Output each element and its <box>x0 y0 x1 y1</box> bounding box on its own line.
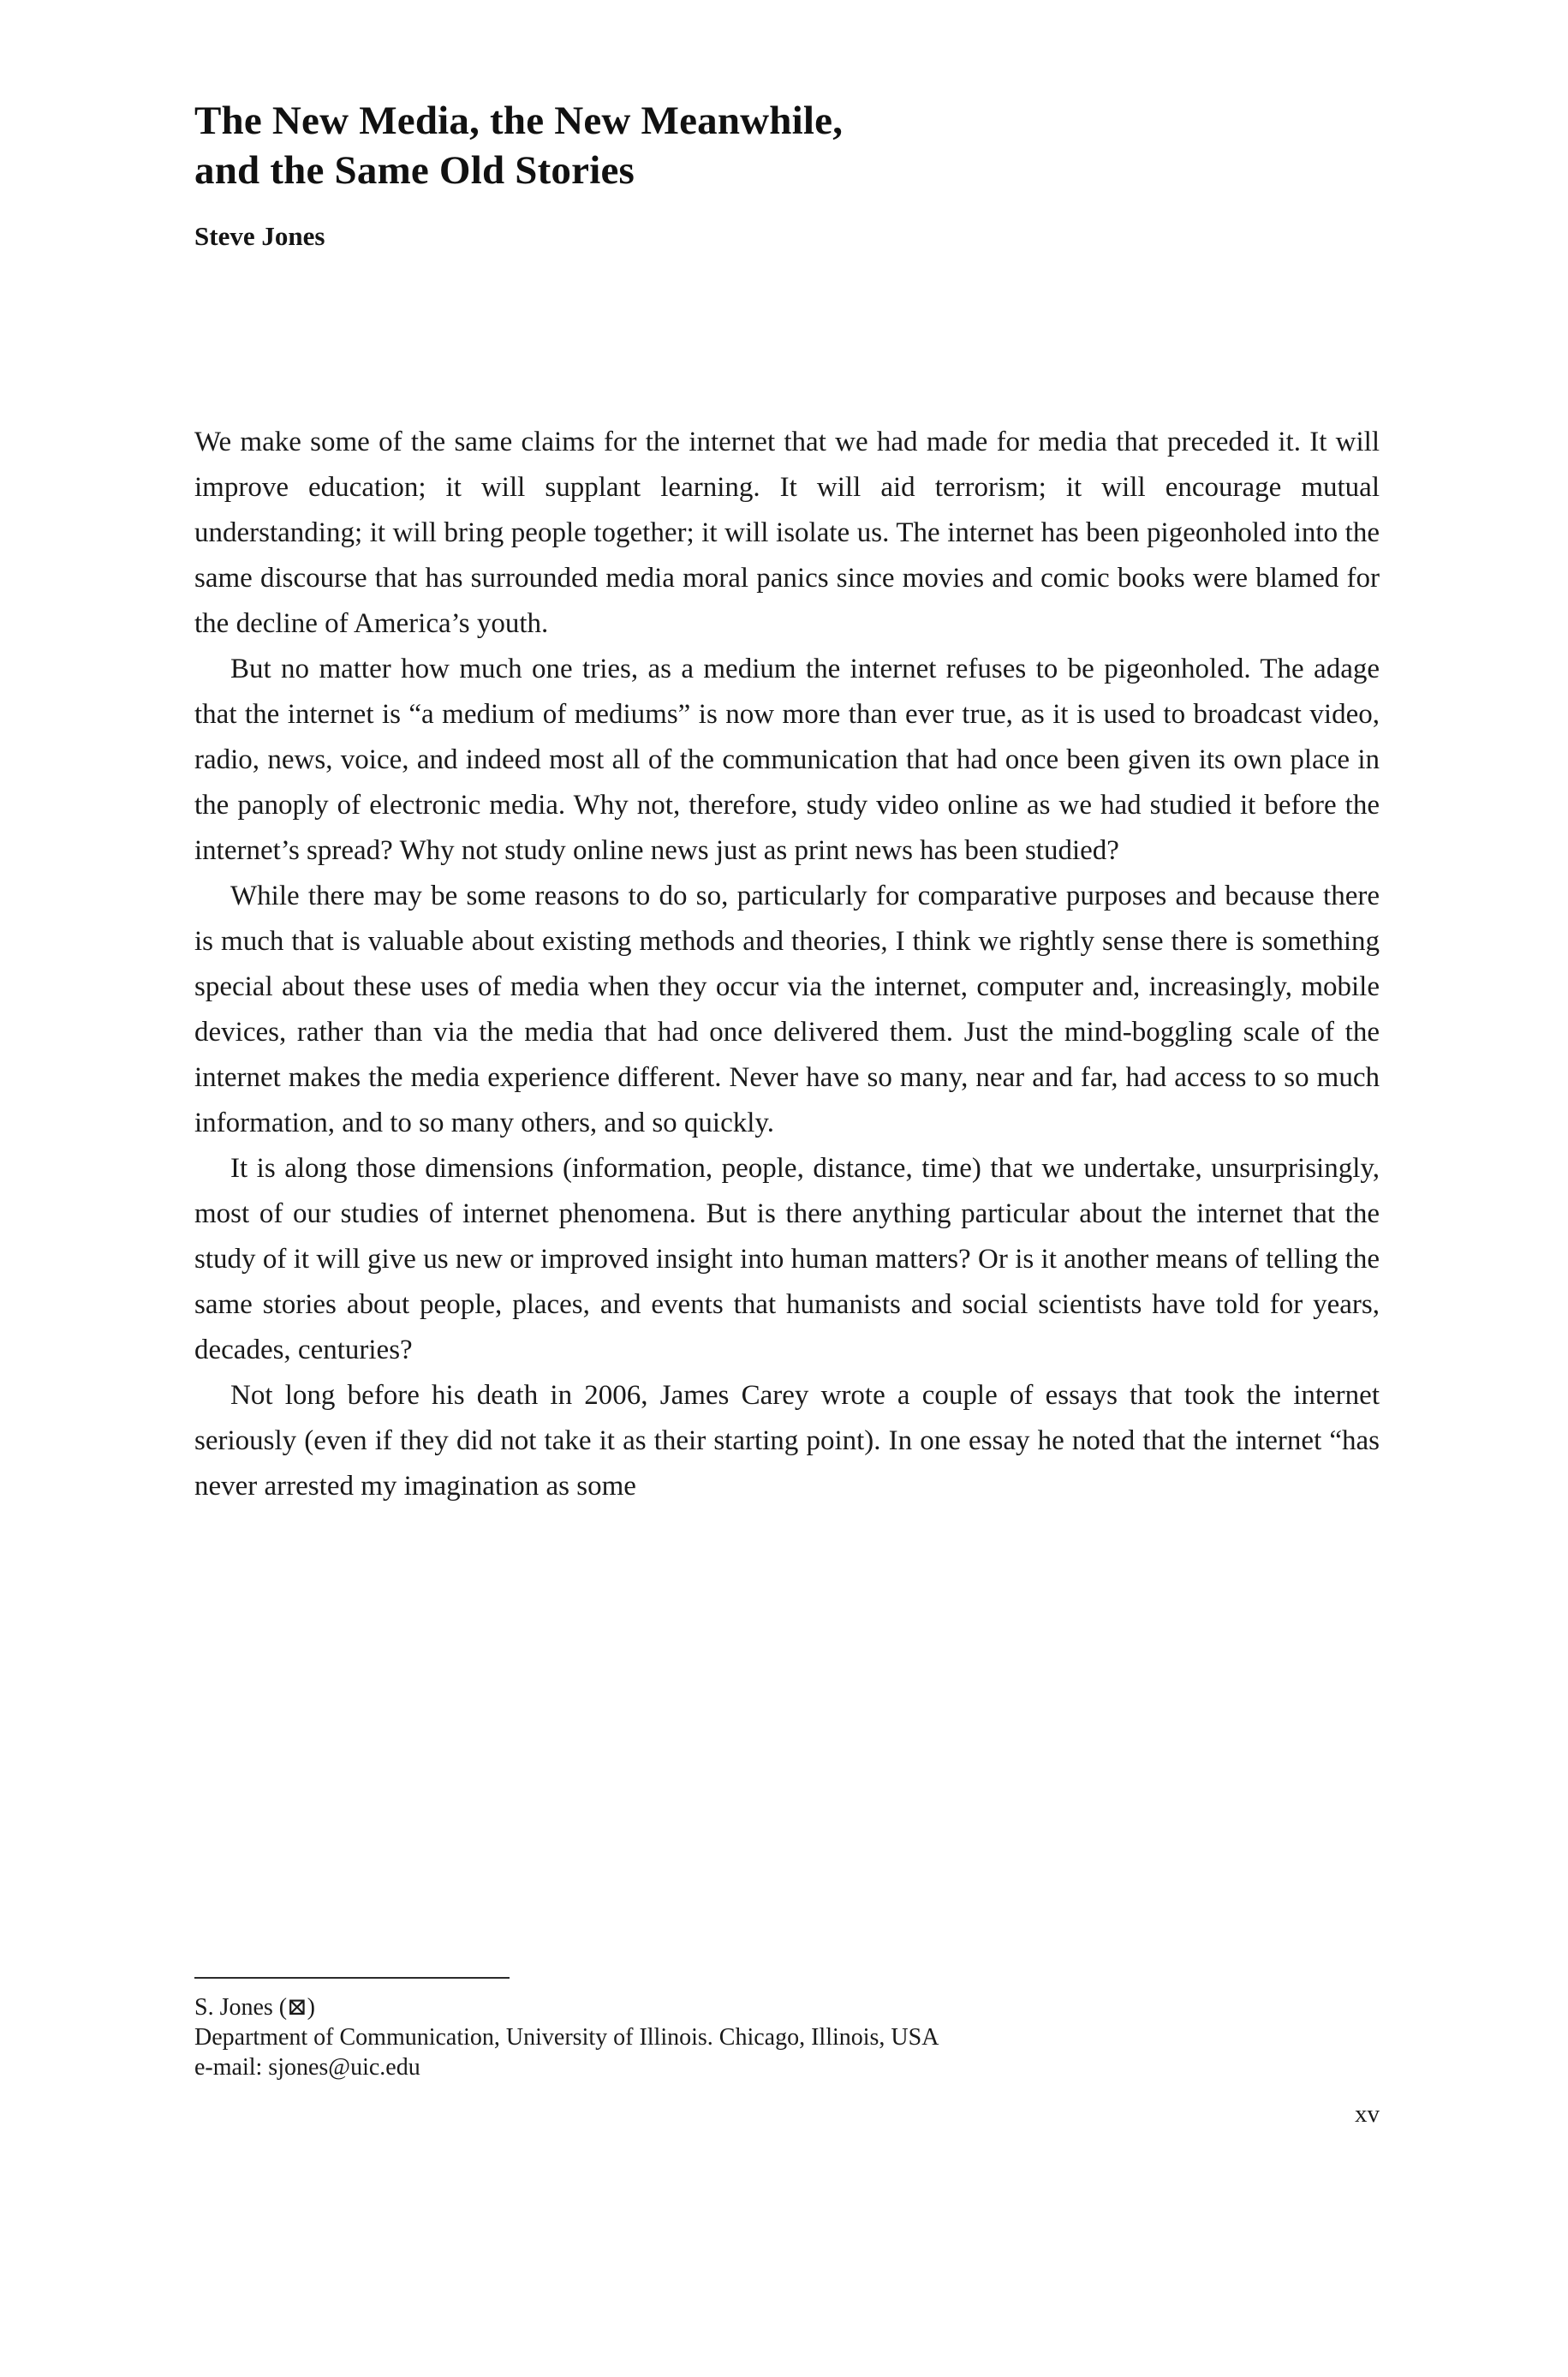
footnote-divider <box>194 1977 510 1979</box>
body-text <box>194 420 1380 1509</box>
footnote-author-line: S. Jones (⊠) <box>194 1994 315 2021</box>
paragraph-1: We make some of the same claims for the internet that we had made for media that preceded it. It will improve education; it will supplant learning. It will aid terrorism; it will encourage mutual understanding; it will bring people together; it will isolate us. The internet has been pigeonholed into the same discourse that has surrounded media moral panics since movies and comic books were blamed for the decline of America’s youth. <box>194 427 1380 639</box>
paragraph-4: It is along those dimensions (information, people, distance, time) that we undertake, unsurprisingly, most of our studies of internet phenomena. But is there anything particular about the internet that the study of it will give us new or improved insight into human matters? Or is it another means of telling the same stories about people, places, and events that humanists and social scientists have told for years, decades, centuries? <box>194 1153 1380 1365</box>
footnote-affiliation: Department of Communication, University of Illinois. Chicago, Illinois, USA <box>194 2024 939 2051</box>
chapter-title-line-1: The New Media, the New Meanwhile, <box>194 99 844 143</box>
chapter-title <box>194 0 1380 195</box>
paragraph-3: While there may be some reasons to do so, particularly for comparative purposes and because there is much that is valuable about existing methods and theories, I think we rightly sense there is something special about these uses of media when they occur via the internet, computer and, increasingly, mobile devices, rather than via the media that had once delivered them. Just the mind-boggling scale of the internet makes the media experience different. Never have so many, near and far, had access to so much information, and to so many others, and so quickly. <box>194 881 1380 1138</box>
footnote <box>194 1977 1380 2082</box>
paragraph-5: Not long before his death in 2006, James Carey wrote a couple of essays that took the internet seriously (even if they did not take it as their starting point). In one essay he noted that the internet “has never arrested my imagination as some <box>194 1380 1380 1502</box>
paragraph-2: But no matter how much one tries, as a medium the internet refuses to be pigeonholed. The adage that the internet is “a medium of mediums” is now more than ever true, as it is used to broadcast video, radio, news, voice, and indeed most all of the communication that had once been given its own place in the panoply of electronic media. Why not, therefore, study video online as we had studied it before the internet’s spread? Why not study online news just as print news has been studied? <box>194 654 1380 866</box>
chapter-title-line-2: and the Same Old Stories <box>194 148 635 193</box>
author-name: Steve Jones <box>194 221 325 251</box>
page-number: xv <box>1355 2100 1380 2128</box>
footnote-email: e-mail: sjones@uic.edu <box>194 2054 420 2081</box>
page-content <box>194 0 1380 1509</box>
